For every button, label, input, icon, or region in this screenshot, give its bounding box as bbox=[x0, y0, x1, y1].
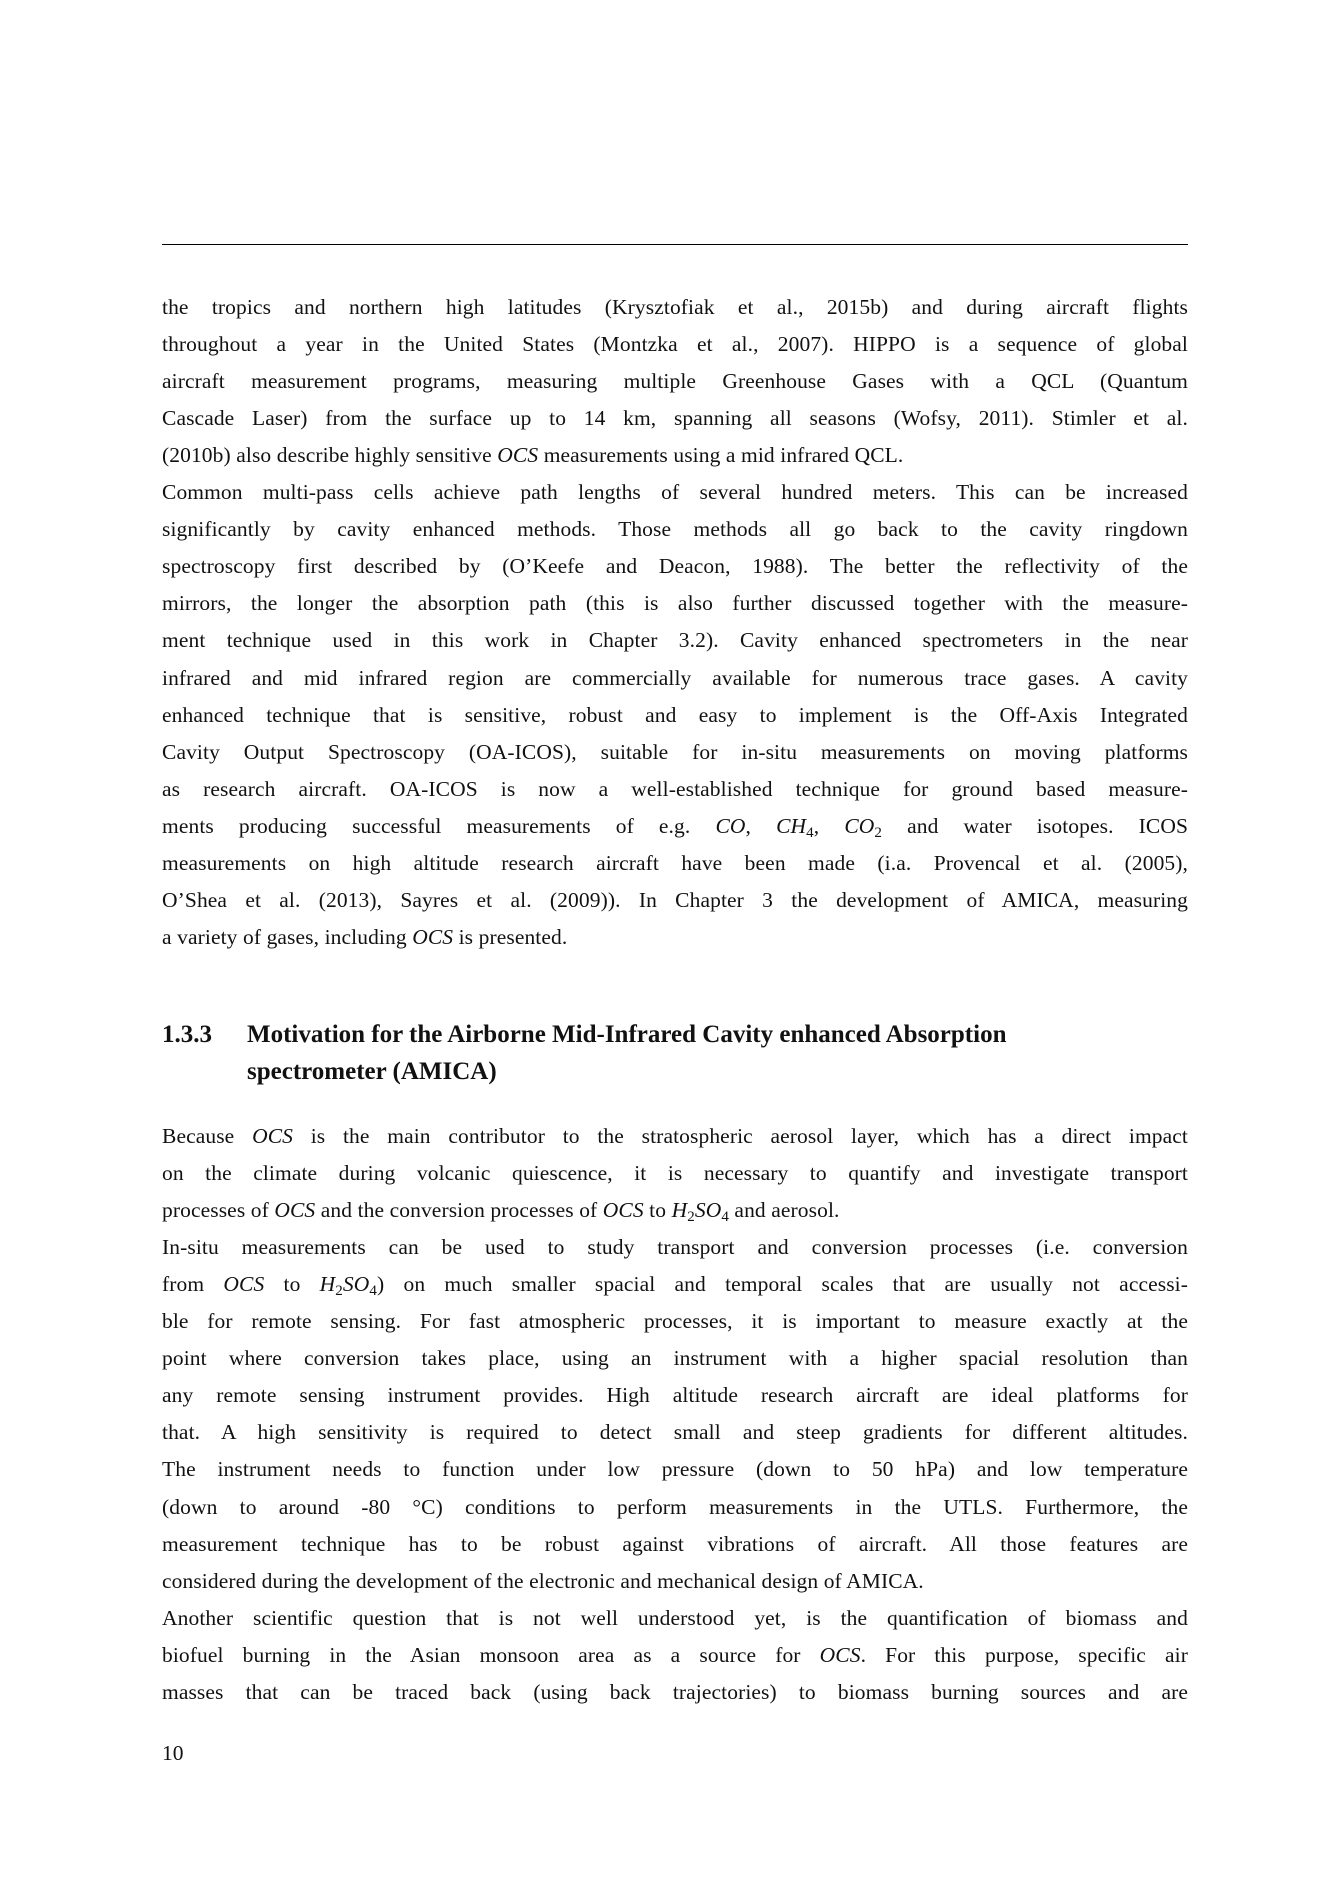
text-line bbox=[162, 1563, 1188, 1600]
text-line bbox=[162, 400, 1188, 437]
text-line bbox=[162, 882, 1188, 919]
math-symbol: OCS bbox=[274, 1197, 316, 1222]
text-line bbox=[162, 1674, 1188, 1711]
text-run: spectroscopy first described by (O’Keefe and Deacon, 1988). The better the reflectivity of the bbox=[162, 554, 1188, 579]
text-line bbox=[162, 771, 1188, 808]
text-line bbox=[162, 1192, 1188, 1229]
text-run: Common multi-pass cells achieve path lengths of several hundred meters. This can be increased bbox=[162, 480, 1188, 504]
subscript: 2 bbox=[874, 824, 883, 841]
text-line bbox=[162, 1526, 1188, 1563]
section-title-line: spectrometer (AMICA) bbox=[247, 1058, 497, 1085]
math-symbol: SO bbox=[694, 1197, 722, 1222]
text-run: . For this purpose, specific air bbox=[860, 1642, 1188, 1667]
subscript: 4 bbox=[806, 824, 814, 841]
text-run: (down to around -80 °C) conditions to perform measurements in the UTLS. Furthermore, the bbox=[162, 1494, 1188, 1519]
text-run: Cavity Output Spectroscopy (OA-ICOS), suitable for in-situ measurements on moving platforms bbox=[162, 739, 1188, 764]
text-run: ) on much smaller spacial and temporal scales that are usually not accessi- bbox=[377, 1271, 1189, 1296]
text-line bbox=[162, 808, 1188, 845]
text-run: measurements using a mid infrared QCL. bbox=[538, 442, 904, 467]
text-run: , bbox=[745, 813, 777, 838]
text-run: O’Shea et al. (2013), Sayres et al. (2009)). In Chapter 3 the development of AMICA, measuring bbox=[162, 888, 1188, 913]
text-line bbox=[162, 1118, 1188, 1155]
text-run: is presented. bbox=[453, 925, 568, 950]
math-symbol: H bbox=[319, 1271, 336, 1296]
math-symbol: CO bbox=[715, 813, 746, 838]
text-run: as research aircraft. OA-ICOS is now a well-established technique for ground based measure- bbox=[162, 776, 1188, 801]
text-run: Cascade Laser) from the surface up to 14 km, spanning all seasons (Wofsy, 2011). Stimler et al. bbox=[162, 405, 1188, 430]
text-run: measurements on high altitude research aircraft have been made (i.a. Provencal et al. (2005), bbox=[162, 851, 1188, 875]
text-run: Because bbox=[162, 1123, 253, 1148]
math-symbol: OCS bbox=[252, 1123, 293, 1148]
math-symbol: H bbox=[671, 1197, 688, 1222]
header-rule bbox=[162, 244, 1188, 245]
text-line bbox=[162, 1303, 1188, 1340]
text-run: ment technique used in this work in Chapter 3.2). Cavity enhanced spectrometers in the near bbox=[162, 628, 1188, 653]
text-run: throughout a year in the United States (Montzka et al., 2007). HIPPO is a sequence of global bbox=[162, 331, 1188, 356]
text-line bbox=[162, 511, 1188, 548]
subscript: 2 bbox=[687, 1208, 695, 1225]
text-run: and aerosol. bbox=[728, 1197, 840, 1222]
text-line bbox=[162, 1155, 1188, 1192]
text-run: any remote sensing instrument provides. High altitude research aircraft are ideal platforms for bbox=[162, 1383, 1188, 1408]
subscript: 4 bbox=[721, 1208, 729, 1225]
text-run: the tropics and northern high latitudes (Krysztofiak et al., 2015b) and during aircraft flights bbox=[162, 294, 1188, 319]
text-run: to bbox=[264, 1271, 320, 1296]
text-line bbox=[162, 437, 1188, 474]
text-line bbox=[162, 845, 1188, 882]
text-run: on the climate during volcanic quiescence, it is necessary to quantify and investigate transport bbox=[162, 1160, 1188, 1185]
text-line bbox=[162, 660, 1188, 697]
math-symbol: OCS bbox=[602, 1197, 644, 1222]
text-line bbox=[162, 585, 1188, 622]
math-symbol: SO bbox=[342, 1271, 370, 1296]
section-title-line: Motivation for the Airborne Mid-Infrared Cavity enhanced Absorption bbox=[247, 1021, 1007, 1048]
text-line bbox=[162, 1451, 1188, 1488]
text-run: that. A high sensitivity is required to detect small and steep gradients for different altitudes. bbox=[162, 1420, 1188, 1445]
text-run: mirrors, the longer the absorption path (this is also further discussed together with the measure- bbox=[162, 591, 1188, 616]
text-line bbox=[162, 1637, 1188, 1674]
text-line bbox=[162, 919, 1188, 956]
math-symbol: CO bbox=[844, 813, 875, 838]
section-title bbox=[247, 1016, 1007, 1090]
text-run: significantly by cavity enhanced methods. Those methods all go back to the cavity ringdown bbox=[162, 517, 1188, 542]
text-run: aircraft measurement programs, measuring multiple Greenhouse Gases with a QCL (Quantum bbox=[162, 368, 1188, 393]
section-number: 1.3.3 bbox=[162, 1021, 212, 1048]
text-run: a variety of gases, including bbox=[162, 925, 413, 950]
text-line bbox=[162, 289, 1188, 326]
text-run: , bbox=[813, 813, 845, 838]
text-run: processes of bbox=[162, 1197, 275, 1222]
text-line bbox=[162, 1600, 1188, 1637]
text-run: ble for remote sensing. For fast atmospheric processes, it is important to measure exactly at the bbox=[162, 1309, 1188, 1333]
text-line bbox=[162, 548, 1188, 585]
page-number: 10 bbox=[162, 1741, 184, 1765]
text-run: is the main contributor to the stratospheric aerosol layer, which has a direct impact bbox=[292, 1123, 1188, 1148]
text-run: infrared and mid infrared region are commercially available for numerous trace gases. A cavity bbox=[162, 665, 1188, 690]
text-run: from bbox=[162, 1271, 224, 1296]
math-symbol: OCS bbox=[412, 925, 454, 950]
text-line bbox=[162, 1414, 1188, 1451]
text-run: Another scientific question that is not well understood yet, is the quantification of biomass and bbox=[162, 1605, 1188, 1630]
math-symbol: CH bbox=[776, 813, 807, 838]
text-run: and the conversion processes of bbox=[315, 1197, 603, 1222]
text-run: ments producing successful measurements of e.g. bbox=[162, 813, 716, 838]
text-run: biofuel burning in the Asian monsoon area as a source for bbox=[162, 1642, 820, 1667]
text-run: and water isotopes. ICOS bbox=[882, 813, 1189, 838]
text-line bbox=[162, 734, 1188, 771]
text-run: considered during the development of the electronic and mechanical design of AMICA. bbox=[162, 1568, 924, 1593]
text-run: (2010b) also describe highly sensitive bbox=[162, 442, 498, 467]
text-run: measurement technique has to be robust against vibrations of aircraft. All those features are bbox=[162, 1531, 1188, 1556]
text-line bbox=[162, 1229, 1188, 1266]
text-line bbox=[162, 326, 1188, 363]
math-symbol: OCS bbox=[223, 1271, 265, 1296]
text-line bbox=[162, 474, 1188, 511]
text-run: enhanced technique that is sensitive, robust and easy to implement is the Off-Axis Integrated bbox=[162, 702, 1188, 727]
text-line bbox=[162, 697, 1188, 734]
text-line bbox=[162, 1377, 1188, 1414]
text-line bbox=[162, 1489, 1188, 1526]
text-run: point where conversion takes place, using an instrument with a higher spacial resolution than bbox=[162, 1346, 1188, 1371]
text-run: The instrument needs to function under low pressure (down to 50 hPa) and low temperature bbox=[162, 1457, 1188, 1482]
text-run: to bbox=[643, 1197, 672, 1222]
text-run: masses that can be traced back (using back trajectories) to biomass burning sources and are bbox=[162, 1680, 1188, 1704]
text-line bbox=[162, 363, 1188, 400]
math-symbol: OCS bbox=[819, 1642, 861, 1667]
text-run: In-situ measurements can be used to study transport and conversion processes (i.e. conversion bbox=[162, 1234, 1188, 1259]
text-line bbox=[162, 1340, 1188, 1377]
text-line bbox=[162, 622, 1188, 659]
subscript: 2 bbox=[335, 1282, 343, 1299]
math-symbol: OCS bbox=[497, 442, 539, 467]
text-line bbox=[162, 1266, 1188, 1303]
subscript: 4 bbox=[369, 1282, 378, 1299]
